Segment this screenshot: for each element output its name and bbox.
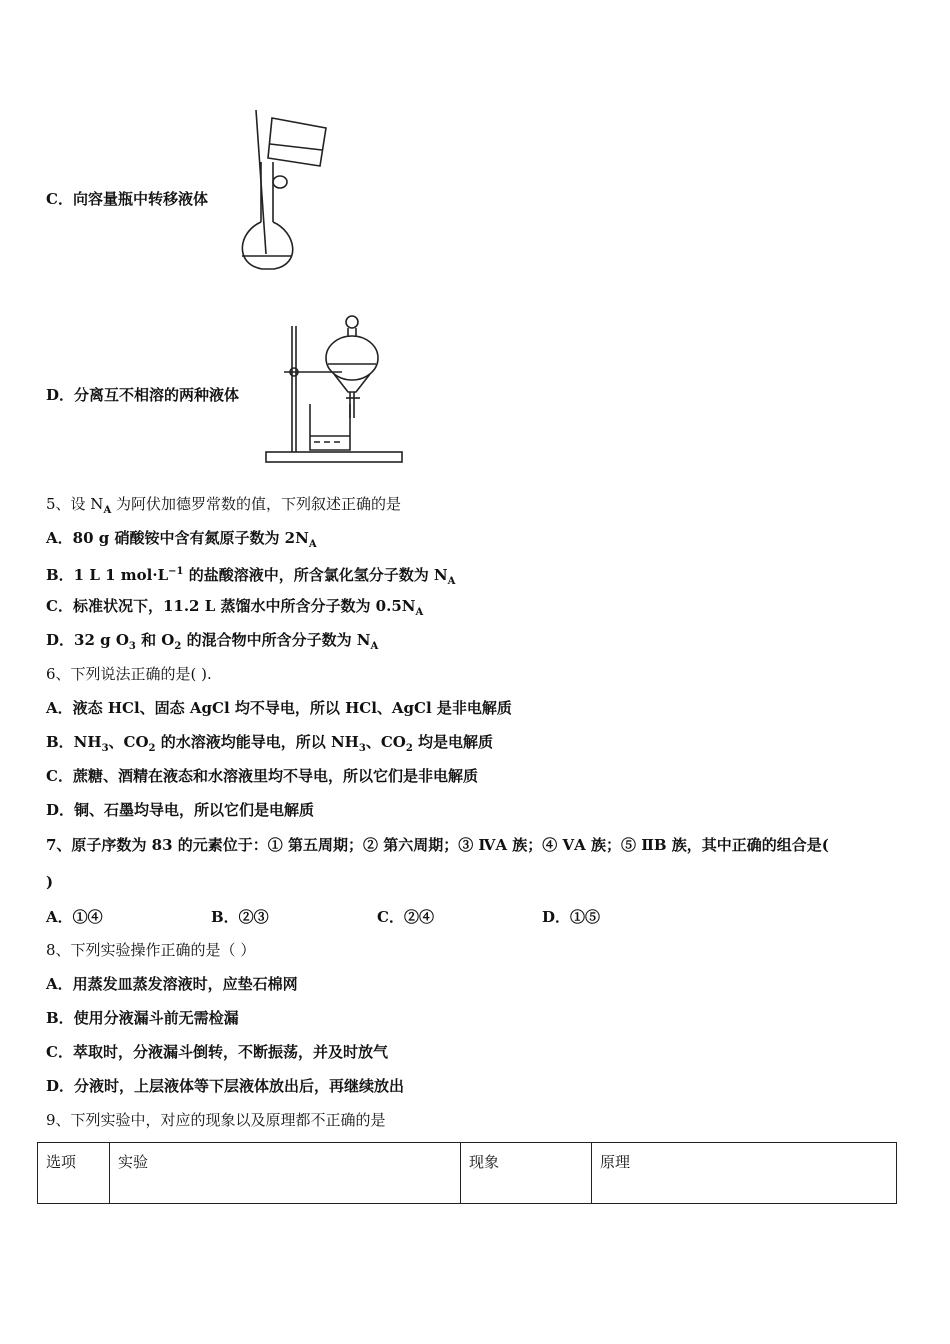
q6-b-s1: 3	[101, 743, 109, 754]
q5-d-sub-3: A	[370, 641, 379, 652]
header-principle: 原理	[592, 1143, 897, 1204]
q7-option-a: A．①④	[46, 908, 103, 926]
q6-b-t2: 、CO	[108, 733, 149, 751]
q5-b-sup: −1	[168, 566, 184, 577]
q5-stem	[46, 494, 401, 521]
q6-b-t1: B．NH	[46, 733, 102, 751]
q6-option-b	[46, 732, 493, 759]
q9-table	[37, 1142, 897, 1204]
q4-option-c: C．向容量瓶中转移液体	[46, 190, 208, 208]
q8-option-c: C．萃取时，分液漏斗倒转，不断振荡，并及时放气	[46, 1043, 388, 1061]
q6-option-a: A．液态 HCl、固态 AgCl 均不导电，所以 HCl、AgCl 是非电解质	[46, 699, 512, 717]
q5-d-sub-1: 3	[128, 641, 136, 652]
volumetric-flask-figure	[232, 104, 340, 274]
q5-stem-text-2: 为阿伏加德罗常数的值，下列叙述正确的是	[111, 495, 401, 513]
q6-option-c: C．蔗糖、酒精在液态和水溶液里均不导电，所以它们是非电解质	[46, 767, 478, 785]
separatory-funnel-figure	[262, 308, 410, 468]
q5-option-b	[46, 562, 455, 592]
q8-option-a: A．用蒸发皿蒸发溶液时，应垫石棉网	[46, 975, 298, 993]
q5-option-d	[46, 630, 378, 657]
q7-stem: 7、原子序数为 83 的元素位于：① 第五周期；② 第六周期；③ ⅣA 族；④ ⅤA 族；⑤ ⅡB 族，其中正确的组合是(	[46, 836, 829, 854]
header-experiment: 实验	[110, 1143, 461, 1204]
q6-stem: 6、下列说法正确的是( ).	[46, 665, 212, 683]
q7-option-d: D．①⑤	[542, 908, 601, 926]
q7-option-c: C．②④	[377, 908, 434, 926]
q5-c-sub: A	[415, 607, 424, 618]
q5-d-sub-2: 2	[174, 641, 182, 652]
q5-option-c	[46, 596, 423, 623]
q5-b-text-2: 的盐酸溶液中，所含氯化氢分子数为 N	[183, 566, 448, 584]
q8-option-d: D．分液时，上层液体等下层液体放出后，再继续放出	[46, 1077, 405, 1095]
q5-stem-sub: A	[103, 505, 112, 516]
q7-stem-cont: )	[46, 873, 54, 891]
q6-b-t5: 均是电解质	[412, 733, 494, 751]
header-option: 选项	[38, 1143, 110, 1204]
q5-b-text: B．1 L 1 mol·L	[46, 566, 169, 584]
q7-option-b: B．②③	[211, 908, 269, 926]
q8-stem: 8、下列实验操作正确的是（ ）	[46, 941, 256, 959]
q5-d-text: D．32 g O	[46, 631, 129, 649]
q4-option-d: D．分离互不相溶的两种液体	[46, 386, 240, 404]
q5-b-sub: A	[447, 576, 456, 587]
q5-option-a	[46, 528, 317, 555]
q6-b-t3: 的水溶液均能导电，所以 NH	[155, 733, 359, 751]
q5-a-text: A．80 g 硝酸铵中含有氮原子数为 2N	[46, 529, 309, 547]
q6-b-s3: 3	[358, 743, 366, 754]
q6-b-t4: 、CO	[365, 733, 406, 751]
header-phenomenon: 现象	[461, 1143, 592, 1204]
q6-option-d: D．铜、石墨均导电，所以它们是电解质	[46, 801, 315, 819]
q9-stem: 9、下列实验中，对应的现象以及原理都不正确的是	[46, 1111, 386, 1129]
table-header-row	[38, 1143, 897, 1204]
q5-a-sub: A	[308, 539, 317, 550]
q8-option-b: B．使用分液漏斗前无需检漏	[46, 1009, 239, 1027]
q5-c-text: C．标准状况下，11.2 L 蒸馏水中所含分子数为 0.5N	[46, 597, 416, 615]
q6-b-s4: 2	[405, 743, 413, 754]
q5-d-text-3: 的混合物中所含分子数为 N	[181, 631, 371, 649]
q5-d-text-2: 和 O	[135, 631, 175, 649]
q5-stem-text: 5、设 N	[46, 495, 104, 513]
q6-b-s2: 2	[148, 743, 156, 754]
